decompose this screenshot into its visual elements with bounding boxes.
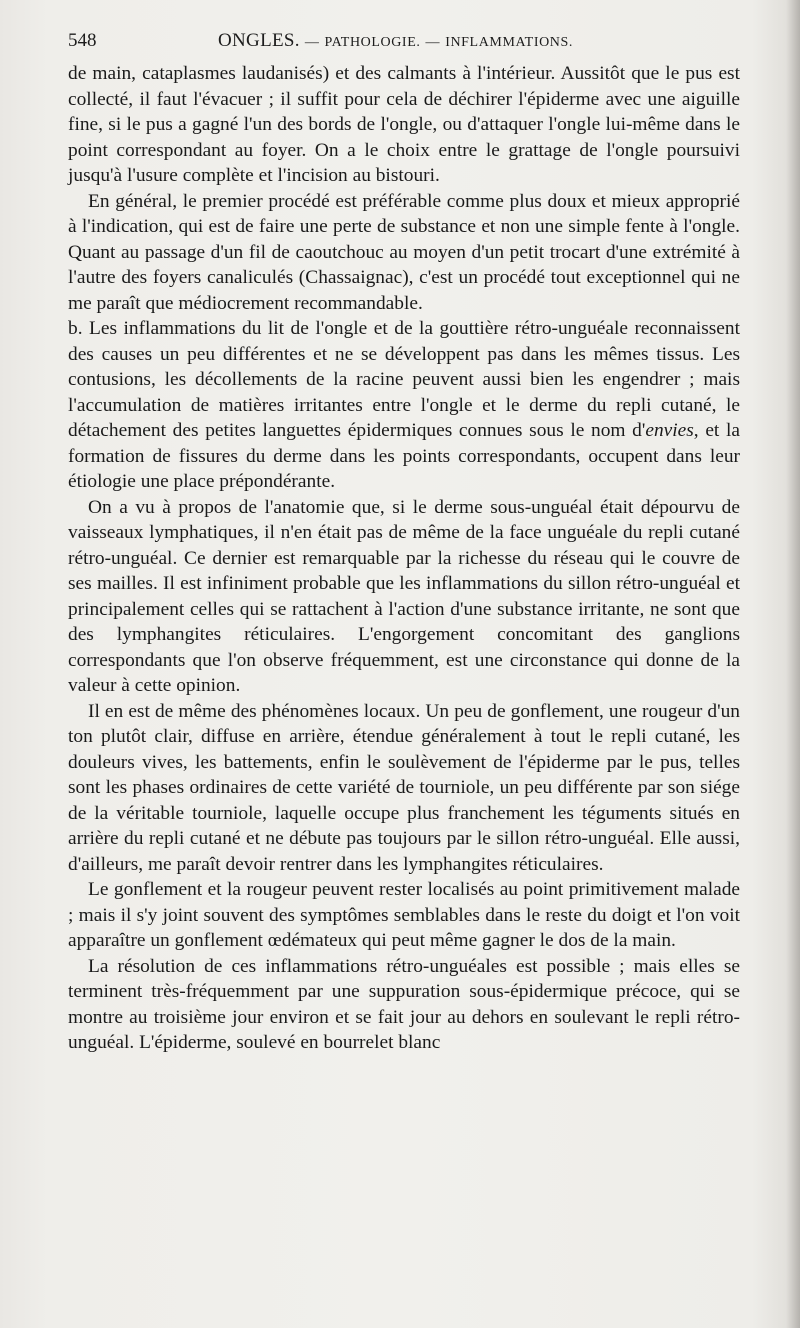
paragraph: En général, le premier procédé est préférable comme plus doux et mieux approprié à l'indication, qui est de faire une perte de substance et non une simple fente à l'ongle. Quant au passage d'un fil de caoutchouc au moyen d'un petit trocart d'une extrémité à l'autre des foyers canaliculés (Chassaignac), c'est un procédé tout exceptionnel qui ne me paraît que médiocrement recommandable. [68,190,740,314]
italic-term: envies [645,420,694,441]
paragraph-text: , et la formation de fissures du derme dans les points correspondants, occupent dans leur étiologie une place prépondérante. [68,420,740,492]
running-head-separator: — [304,35,320,50]
running-head [218,30,573,52]
paragraph [68,316,740,495]
paragraph: Il en est de même des phénomènes locaux. Un peu de gonflement, une rougeur d'un ton plutôt clair, diffuse en arrière, étendue généralement à tout le repli cutané, les douleurs vives, les battements, enfin le soulèvement de l'épiderme par le pus, telles sont les phases ordinaires de cette variété de tourniole, un peu différente par son siége de la véritable tourniole, laquelle occupe plus franchement les téguments situés en arrière du repli cutané et ne débute pas toujours par le sillon rétro-unguéal. Elle aussi, d'ailleurs, me paraît devoir rentrer dans les lymphangites réticulaires. [68,700,740,875]
paragraph-text: b. Les inflammations du lit de l'ongle et de la gouttière rétro-unguéale reconnaissent des causes un peu différentes et ne se développent pas dans les mêmes tissus. Les contusions, les décollements de la racine peuvent aussi bien les engendrer ; mais l'accumulation de matières irritantes entre l'ongle et le derme du repli cutané, le détachement des petites languettes épidermiques connues sous le nom d' [68,318,740,441]
paragraph: La résolution de ces inflammations rétro-unguéales est possible ; mais elles se terminent très-fréquemment par une suppuration sous-épidermique précoce, qui se montre au troisième jour environ et se fait jour au dehors en soulevant le repli rétro-unguéal. L'épiderme, soulevé en bourrelet blanc [68,955,740,1053]
page-edge-shadow [786,0,800,1328]
paragraph: On a vu à propos de l'anatomie que, si le derme sous-unguéal était dépourvu de vaisseaux lymphatiques, il n'en était pas de même de la face unguéale du repli cutané rétro-unguéal. Ce dernier est remarquable par la richesse du réseau qui le couvre de ses mailles. Il est infiniment probable que les inflammations du sillon rétro-unguéal et principalement celles qui se rattachent à l'action d'une substance irritante, ne sont que des lymphangites réticulaires. L'engorgement concomitant des ganglions correspondants que l'on observe fréquemment, est une circonstance qui donne de la valeur à cette opinion. [68,496,740,696]
running-head-separator: — [425,35,441,50]
running-head-subsection: INFLAMMATIONS. [445,35,573,50]
paragraph: Le gonflement et la rougeur peuvent rester localisés au point primitivement malade ; mais il s'y joint souvent des symptômes semblables dans le reste du doigt et l'on voit apparaître un gonflement œdémateux qui peut même gagner le dos de la main. [68,879,740,951]
body-text [68,61,740,1056]
running-head-section: PATHOLOGIE. [324,35,421,50]
running-head-title: ONGLES. [218,30,300,51]
page-header [68,30,740,56]
page-number: 548 [68,30,97,51]
paragraph: de main, cataplasmes laudanisés) et des calmants à l'intérieur. Aussitôt que le pus est collecté, il faut l'évacuer ; il suffit pour cela de déchirer l'épiderme avec une aiguille fine, si le pus a gagné l'un des bords de l'ongle, ou d'attaquer l'ongle lui-même dans le point correspondant au foyer. On a le choix entre le grattage de l'ongle poursuivi jusqu'à l'usure complète et l'incision au bistouri. [68,63,740,186]
